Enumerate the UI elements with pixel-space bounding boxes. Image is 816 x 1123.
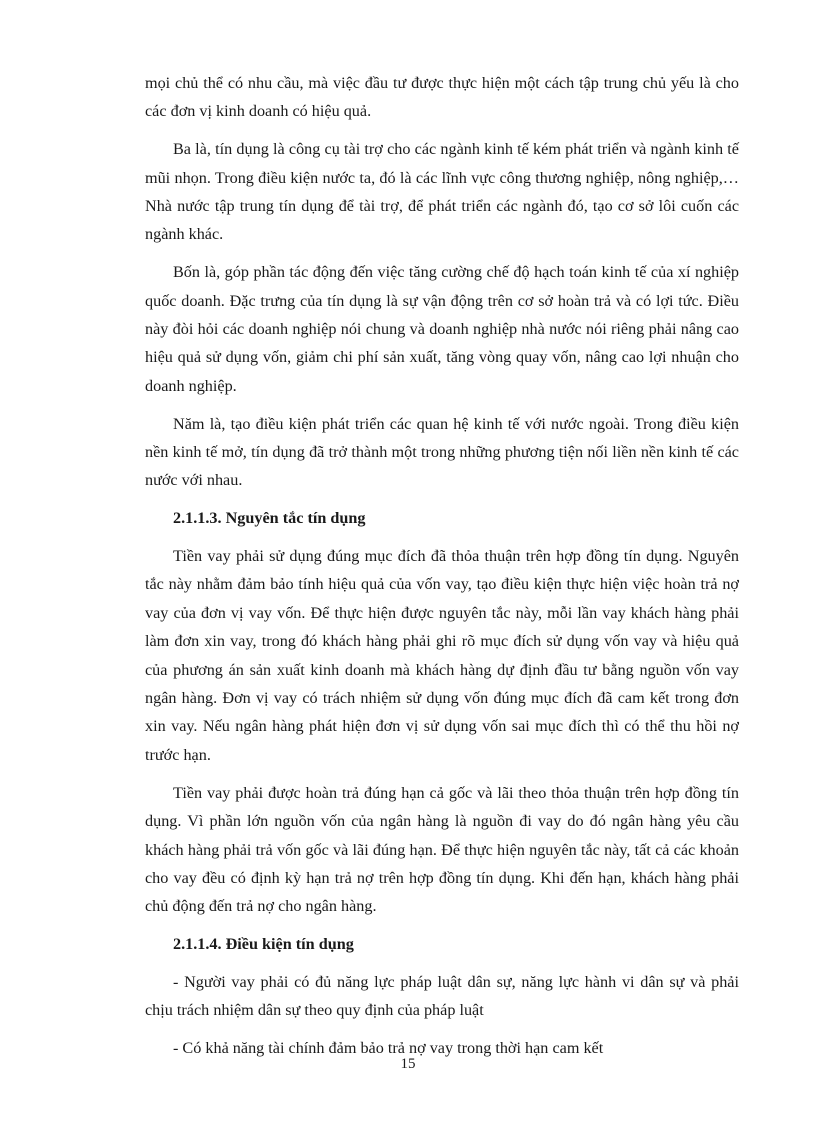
paragraph-continuation: mọi chủ thể có nhu cầu, mà việc đầu tư được thực hiện một cách tập trung chủ yếu là cho các đơn vị kinh doanh có hiệu quả. [145,74,739,121]
list-item-nang-luc: - Người vay phải có đủ năng lực pháp luật dân sự, năng lực hành vi dân sự và phải chịu trách nhiệm dân sự theo quy định của pháp luật [145,972,739,1020]
paragraph-ba-la: Ba là, tín dụng là công cụ tài trợ cho các ngành kinh tế kém phát triển và ngành kinh tế mũi nhọn. Trong điều kiện nước ta, đó là các lĩnh vực công thương nghiệp, nông nghiệp,…Nhà nước tập trung tín dụng để tài trợ, để phát triển các ngành đó, tạo cơ sở lôi cuốn các ngành khác. [145,140,739,244]
list-item-tai-chinh: - Có khả năng tài chính đảm bảo trả nợ vay trong thời hạn cam kết [173,1039,604,1058]
paragraph-hoan-tra: Tiền vay phải được hoàn trả đúng hạn cả gốc và lãi theo thỏa thuận trên hợp đồng tín dụng. Vì phần lớn nguồn vốn của ngân hàng là nguồn đi vay do đó ngân hàng yêu cầu khách hàng phải trả vốn gốc và lãi đúng hạn. Để thực hiện nguyên tắc này, tất cả các khoản cho vay đều có định kỳ hạn trả nợ trên hợp đồng tín dụng. Khi đến hạn, khách hàng phải chủ động đến trả nợ cho ngân hàng. [145,783,739,916]
section-heading-nguyen-tac: 2.1.1.3. Nguyên tắc tín dụng [173,509,366,528]
paragraph-bon-la: Bốn là, góp phần tác động đến việc tăng cường chế độ hạch toán kinh tế của xí nghiệp quốc doanh. Đặc trưng của tín dụng là sự vận động trên cơ sở hoàn trả và có lợi tức. Điều này đòi hỏi các doanh nghiệp nói chung và doanh nghiệp nhà nước nói riêng phải nâng cao hiệu quả sử dụng vốn, giảm chi phí sản xuất, tăng vòng quay vốn, nâng cao lợi nhuận cho doanh nghiệp. [145,263,739,395]
paragraph-muc-dich: Tiền vay phải sử dụng đúng mục đích đã thỏa thuận trên hợp đồng tín dụng. Nguyên tắc này nhằm đảm bảo tính hiệu quả của vốn vay, tạo điều kiện thực hiện việc hoàn trả nợ vay của đơn vị vay vốn. Để thực hiện được nguyên tắc này, mỗi lần vay khách hàng phải làm đơn xin vay, trong đó khách hàng phải ghi rõ mục đích sử dụng vốn vay và hiệu quả của phương án sản xuất kinh doanh mà khách hàng dự định đầu tư bằng nguồn vốn vay ngân hàng. Đơn vị vay có trách nhiệm sử dụng vốn đúng mục đích đã cam kết trong đơn xin vay. Nếu ngân hàng phát hiện đơn vị sử dụng vốn sai mục đích thì có thể thu hồi nợ trước hạn. [145,547,739,764]
section-heading-dieu-kien: 2.1.1.4. Điều kiện tín dụng [173,935,354,954]
document-body [145,69,739,1072]
paragraph-nam-la: Năm là, tạo điều kiện phát triển các quan hệ kinh tế với nước ngoài. Trong điều kiện nền kinh tế mở, tín dụng đã trở thành một trong những phương tiện nối liền nền kinh tế các nước với nhau. [145,414,739,490]
page-number: 15 [400,1056,416,1072]
